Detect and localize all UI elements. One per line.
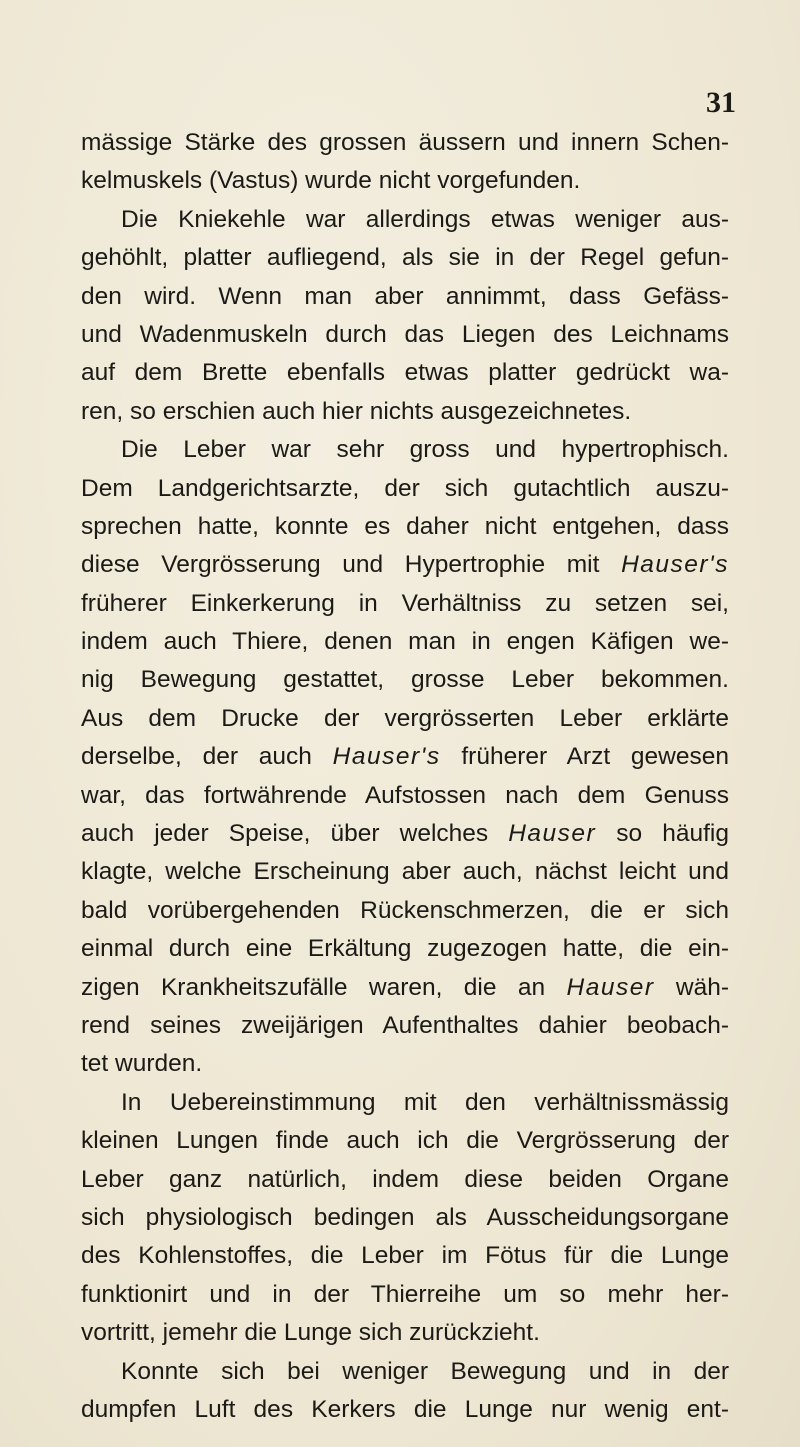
text-segment: den wird. Wenn man aber annimmt, dass Gefäss- xyxy=(81,282,729,310)
text-line xyxy=(81,1391,729,1429)
text-segment: Die Leber war sehr gross und hypertrophisch. xyxy=(121,436,729,464)
text-segment: vortritt, jemehr die Lunge sich zurückzieht. xyxy=(81,1319,540,1347)
text-segment: früherer Einkerkerung in Verhältniss zu setzen sei, xyxy=(81,589,729,617)
text-segment: auch jeder Speise, über welches xyxy=(81,820,509,848)
text-segment: nig Bewegung gestattet, grosse Leber bekommen. xyxy=(81,666,729,694)
text-segment: diese Vergrösserung und Hypertrophie mit xyxy=(81,551,622,579)
text-segment: einmal durch eine Erkältung zugezogen hatte, die ein- xyxy=(81,935,729,963)
text-line xyxy=(81,1161,729,1199)
text-line xyxy=(81,661,729,699)
text-line xyxy=(81,930,729,968)
text-line xyxy=(81,700,729,738)
text-line xyxy=(81,1122,729,1160)
text-line xyxy=(81,815,729,853)
text-line xyxy=(81,1045,729,1083)
text-line xyxy=(81,1084,729,1122)
text-segment: funktionirt und in der Thierreihe um so mehr her- xyxy=(81,1280,729,1308)
page-number: 31 xyxy=(706,86,736,119)
text-segment: so häufig xyxy=(596,820,729,848)
text-line xyxy=(81,585,729,623)
body-text xyxy=(81,124,729,1429)
text-segment: mässige Stärke des grossen äussern und innern Schen- xyxy=(81,129,729,156)
text-segment: zigen Krankheitszufälle waren, die an xyxy=(81,973,567,1001)
text-line xyxy=(81,1314,729,1352)
text-segment: indem auch Thiere, denen man in engen Käfigen we- xyxy=(81,628,729,656)
text-segment: ren, so erschien auch hier nichts ausgezeichnetes. xyxy=(81,397,632,425)
text-segment: wäh- xyxy=(654,973,729,1001)
text-segment: tet wurden. xyxy=(81,1050,203,1078)
text-segment: bald vorübergehenden Rückenschmerzen, die er sich xyxy=(81,896,729,924)
text-line xyxy=(81,969,729,1007)
text-segment: Die Kniekehle war allerdings etwas weniger aus- xyxy=(121,205,729,233)
text-segment: sprechen hatte, konnte es daher nicht entgehen, dass xyxy=(81,512,729,540)
text-segment: kleinen Lungen finde auch ich die Vergrösserung der xyxy=(81,1127,729,1155)
text-line xyxy=(81,623,729,661)
text-segment: und Wadenmuskeln durch das Liegen des Leichnams xyxy=(81,320,729,348)
text-line xyxy=(81,431,729,469)
text-segment: des Kohlenstoffes, die Leber im Fötus für die Lunge xyxy=(81,1242,729,1270)
text-segment: früherer Arzt gewesen xyxy=(440,743,729,771)
text-segment: kelmuskels (Vastus) wurde nicht vorgefunden. xyxy=(81,167,581,195)
emphasized-name: Hauser xyxy=(566,973,655,1001)
text-segment: auf dem Brette ebenfalls etwas platter gedrückt wa- xyxy=(81,359,729,387)
emphasized-name: Hauser's xyxy=(621,551,729,579)
text-line xyxy=(81,470,729,508)
text-line xyxy=(81,853,729,891)
text-line xyxy=(81,1007,729,1045)
text-line xyxy=(81,1199,729,1237)
text-line xyxy=(81,393,729,431)
text-line xyxy=(81,124,729,162)
text-segment: sich physiologisch bedingen als Ausscheidungsorgane xyxy=(81,1203,729,1231)
text-segment: Dem Landgerichtsarzte, der sich gutachtlich auszu- xyxy=(81,474,729,502)
text-segment: In Uebereinstimmung mit den verhältnissmässig xyxy=(121,1088,729,1116)
emphasized-name: Hauser xyxy=(508,820,597,848)
text-segment: rend seines zweijärigen Aufenthaltes dahier beobach- xyxy=(81,1011,729,1039)
text-line xyxy=(81,1276,729,1314)
text-line xyxy=(81,892,729,930)
text-line xyxy=(81,738,729,776)
text-line xyxy=(81,1353,729,1391)
text-segment: war, das fortwährende Aufstossen nach dem Genuss xyxy=(81,781,729,809)
text-segment: Konnte sich bei weniger Bewegung und in der xyxy=(121,1357,729,1385)
text-segment: dumpfen Luft des Kerkers die Lunge nur wenig ent- xyxy=(81,1395,729,1423)
text-line xyxy=(81,278,729,316)
text-segment: derselbe, der auch xyxy=(81,743,333,771)
text-line xyxy=(81,201,729,239)
emphasized-name: Hauser's xyxy=(332,743,441,771)
text-line xyxy=(81,162,729,200)
text-segment: gehöhlt, platter aufliegend, als sie in der Regel gefun- xyxy=(81,244,729,272)
text-line xyxy=(81,777,729,815)
text-segment: klagte, welche Erscheinung aber auch, nächst leicht und xyxy=(81,858,729,886)
text-segment: Leber ganz natürlich, indem diese beiden Organe xyxy=(81,1165,729,1193)
text-line xyxy=(81,508,729,546)
text-line xyxy=(81,1237,729,1275)
text-line xyxy=(81,239,729,277)
text-segment: Aus dem Drucke der vergrösserten Leber erklärte xyxy=(81,704,729,732)
text-line xyxy=(81,316,729,354)
text-line xyxy=(81,354,729,392)
text-line xyxy=(81,546,729,584)
